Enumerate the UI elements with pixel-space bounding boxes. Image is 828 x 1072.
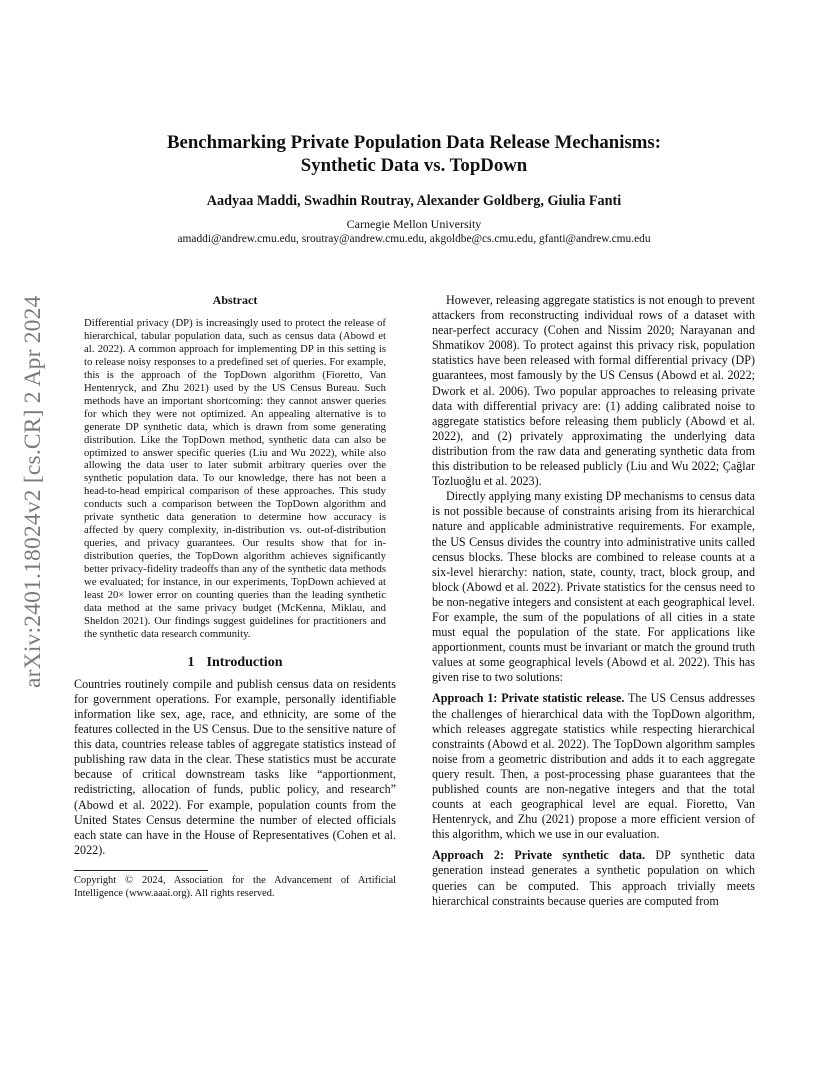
title-line-1: Benchmarking Private Population Data Release Mechanisms: [166, 132, 661, 153]
paper-title [100, 131, 728, 177]
abstract-text: Differential privacy (DP) is increasingly used to protect the release of hierarchical, tabular population data, such as census data (Abowd et al. 2022). A common approach for implementing DP in this setting is to release noisy responses to a predefined set of queries. For example, this is the approach of the TopDown algorithm (Fioretto, Van Hentenryck, and Zhu 2021) used by the US Census Bureau. Such methods have an important shortcoming: they cannot answer queries for which they were not optimized. An appealing alternative is to generate DP synthetic data, which is drawn from some generating distribution. Like the TopDown method, synthetic data can also be optimized to answer specific queries (Liu and Wu 2022), while also allowing the data user to later submit arbitrary queries over the synthetic population data. To our knowledge, there has not been a head-to-head empirical comparison of these approaches. This study conducts such a comparison between the TopDown algorithm and private synthetic data generation to determine how accuracy is affected by query complexity, in-distribution vs. out-of-distribution queries, and privacy guarantees. Our results show that for in-distribution queries, the TopDown algorithm achieves significantly better privacy-fidelity tradeoffs than any of the synthetic data methods we evaluated; for instance, in our experiments, TopDown achieved at least 20× lower error on counting queries than the leading synthetic data method at the same privacy budget (McKenna, Miklau, and Sheldon 2021). Our findings suggest guidelines for practitioners and the synthetic data research community. [84, 317, 386, 640]
approach-1-title: Approach 1: Private statistic release. [432, 691, 625, 706]
left-column [74, 293, 396, 900]
title-line-2: Synthetic Data vs. TopDown [300, 155, 528, 176]
author-list: Aadyaa Maddi, Swadhin Routray, Alexander Goldberg, Giulia Fanti [206, 193, 622, 209]
copyright-footnote: Copyright © 2024, Association for the Advancement of Artificial Intelligence (www.aaai.org). All rights reserved. [74, 874, 396, 899]
section-title: Introduction [206, 654, 283, 670]
abstract-heading: Abstract [212, 293, 258, 307]
affiliation: Carnegie Mellon University [346, 217, 482, 231]
right-paragraph-2: Directly applying many existing DP mechanisms to census data is not possible because of constraints arising from its hierarchical nature and applicable administrative requirements. For example, the US Census divides the country into administrative units called census blocks. These blocks are combined to release counts at a six-level hierarchy: nation, state, county, tract, block group, and block (Abowd et al. 2022). Private statistics for the census need to be non-negative integers and consistent at each geographical level. For example, the sum of the populations of all cities in a state must equal the population of the state. For applications like apportionment, counts must be invariant or match the ground truth values at some geographical levels (Abowd et al. 2022). This has given rise to two solutions: [432, 489, 755, 685]
abstract-section [74, 293, 396, 641]
section-number: 1 [187, 654, 195, 670]
footnote-divider [74, 870, 208, 871]
section-heading [74, 655, 396, 671]
author-emails: amaddi@andrew.cmu.edu, sroutray@andrew.cmu.edu, akgoldbe@cs.cmu.edu, gfanti@andrew.cmu.edu [177, 233, 651, 245]
approach-2-paragraph [432, 848, 755, 908]
right-column [432, 293, 755, 909]
right-paragraph-1: However, releasing aggregate statistics is not enough to prevent attackers from reconstructing individual rows of a dataset with near-perfect accuracy (Cohen and Nissim 2020; Narayanan and Shmatikov 2008). To protect against this privacy risk, population statistics have been released with formal differential privacy (DP) guarantees, most famously by the US Census (Abowd et al. 2022; Dwork et al. 2006). Two popular approaches to releasing private data with differential privacy are: (1) adding calibrated noise to aggregate statistics before releasing them publicly (Abowd et al. 2022), and (2) privately approximating the underlying data distribution from the raw data and generating synthetic data from this distribution to be released publicly (Liu and Wu 2022; Çağlar Tozluoğlu et al. 2023). [432, 293, 755, 489]
approach-2-text: DP synthetic data generation instead generates a synthetic population on which queries can be computed. This approach trivially meets hierarchical constraints because queries are computed from [432, 848, 755, 908]
approach-1-paragraph [432, 691, 755, 842]
introduction-section [74, 655, 396, 858]
intro-paragraph-1: Countries routinely compile and publish census data on residents for government operations. For example, personally identifiable information like sex, age, race, and ethnicity, are some of the features collected in the US Census. Due to the sensitive nature of this data, countries release tables of aggregate statistics instead of publishing raw data in the clear. These statistics must be accurate because of critical downstream tasks like “apportionment, redistricting, allocation of funds, public policy, and research” (Abowd et al. 2022). For example, population counts from the United States Census determine the number of elected officials each state can have in the House of Representatives (Cohen et al. 2022). [74, 676, 396, 857]
arxiv-identifier-stamp: arXiv:2401.18024v2 [cs.CR] 2 Apr 2024 [20, 295, 46, 688]
approach-1-text: The US Census addresses the challenges of hierarchical data with the TopDown algorithm, which releases aggregate statistics while respecting hierarchical constraints (Abowd et al. 2022). The TopDown algorithm samples noise from a geometric distribution and adds it to each aggregate query result. Then, a post-processing phase guarantees that the published counts are non-negative integers and that the total counts at each geographical level are equal. Fioretto, Van Hentenryck, and Zhu (2021) propose a more efficient version of this algorithm, which we use in our evaluation. [432, 691, 755, 842]
approach-2-title: Approach 2: Private synthetic data. [432, 848, 645, 863]
